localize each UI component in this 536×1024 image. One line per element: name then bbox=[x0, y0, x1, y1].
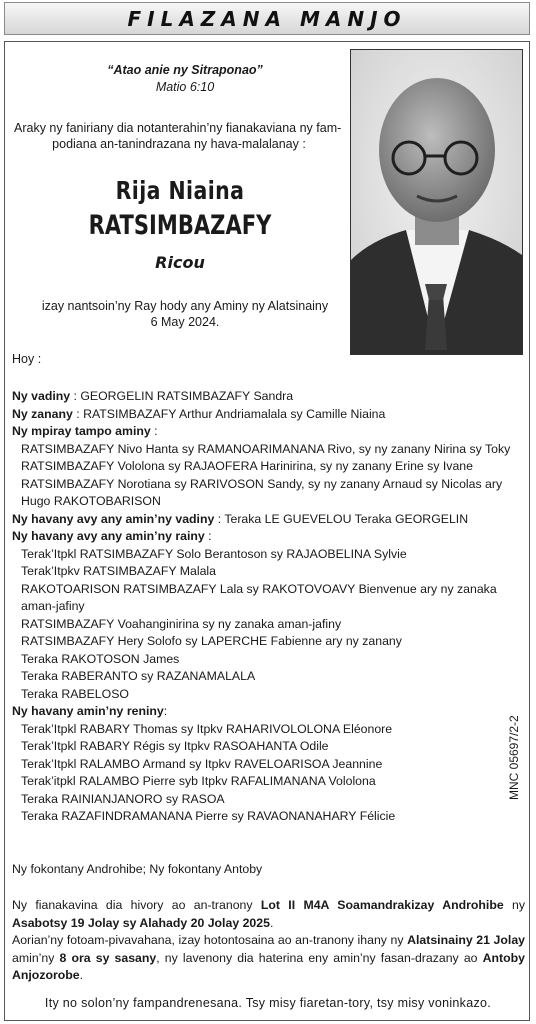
list-item: Terak’Itpkl RATSIMBAZAFY Solo Berantoson sy RAJAOBELINA Sylvie bbox=[21, 546, 407, 561]
funeral-text: Ny fianakavina dia hivory ao an-tranony bbox=[12, 898, 261, 912]
family-list bbox=[12, 388, 517, 826]
notice-title: FILAZANA MANJO bbox=[127, 6, 407, 31]
list-item: RATSIMBAZAFY Hery Solofo sy LAPERCHE Fabienne ary ny zanany bbox=[21, 634, 402, 648]
mother-relatives-heading bbox=[12, 703, 517, 721]
list-item: Hugo RAKOTOBARISON bbox=[21, 494, 161, 508]
spouse-row bbox=[12, 388, 517, 406]
funeral-text: ny bbox=[503, 898, 525, 912]
mother-relatives-label: Ny havany amin’ny reniny bbox=[12, 704, 164, 718]
notice-header bbox=[4, 2, 530, 35]
siblings-colon: : bbox=[150, 424, 158, 438]
list-item: aman-jafiny bbox=[21, 599, 85, 613]
deceased-surname: RATSIMBAZAFY bbox=[88, 210, 272, 241]
burial-time: 8 ora sy sasany bbox=[59, 950, 157, 965]
intro-line-1: Araky ny faniriany dia notanterahin’ny fianakaviana ny fam- bbox=[14, 121, 342, 135]
spouse-relatives-row bbox=[12, 511, 517, 529]
siblings-heading bbox=[12, 423, 517, 441]
list-item: Teraka RABELOSO bbox=[21, 686, 129, 701]
list-item: Teraka RAINIANJANORO sy RASOA bbox=[21, 791, 225, 806]
list-item: Terak’Itpkl RABARY Thomas sy Itpkv RAHARIVOLOLONA Eléonore bbox=[21, 721, 393, 736]
funeral-dates: Asabotsy 19 Jolay sy Alahady 20 Jolay 2025 bbox=[12, 915, 270, 930]
mother-relatives-colon: : bbox=[163, 704, 168, 718]
list-item: Terak’Itpkl RALAMBO Armand sy Itpkv RAVELOARISOA Jeannine bbox=[21, 756, 383, 771]
list-item: RATSIMBAZAFY Vololona sy RAJAOFERA Harinirina, sy ny zanany Erine sy Ivane bbox=[21, 459, 473, 473]
children-row bbox=[12, 406, 517, 424]
hoy-label: Hoy : bbox=[12, 352, 42, 366]
list-item: Terak’Itpkv RATSIMBAZAFY Malala bbox=[21, 564, 216, 578]
reference-code bbox=[507, 700, 521, 800]
burial-place: Antoby Anjozorobe bbox=[12, 950, 525, 982]
spouse-relatives-value: : Teraka LE GUEVELOU Teraka GEORGELIN bbox=[214, 511, 469, 526]
spouse-label: Ny vadiny bbox=[12, 389, 71, 403]
list-item: Terak’Itpkl RABARY Régis sy Itpkv RASOAHANTA Odile bbox=[21, 739, 329, 753]
children-label: Ny zanany bbox=[12, 406, 73, 421]
closing-note: Ity no solon’ny fampandrenesana. Tsy misy fiaretan-tory, tsy misy voninkazo. bbox=[44, 996, 492, 1010]
funeral-text: . bbox=[79, 968, 84, 982]
funeral-paragraph-2 bbox=[12, 932, 525, 985]
siblings-label: Ny mpiray tampo aminy bbox=[12, 424, 151, 438]
reference-code-text: MNC 05697/2-2 bbox=[507, 715, 521, 800]
intro-line-2: podiana an-tanindrazana ny hava-malalanay : bbox=[52, 137, 306, 151]
list-item: RATSIMBAZAFY Voahanginirina sy ny zanaka aman-jafiny bbox=[21, 616, 342, 631]
bible-verse-reference: Matio 6:10 bbox=[155, 80, 215, 94]
death-date: 6 May 2024. bbox=[150, 315, 220, 329]
fokontany-line: Ny fokontany Androhibe; Ny fokontany Antoby bbox=[12, 862, 263, 876]
spouse-relatives-label: Ny havany avy any amin’ny vadiny bbox=[12, 511, 215, 526]
list-item: RATSIMBAZAFY Nivo Hanta sy RAMANOARIMANANA Rivo, sy ny zanany Nirina sy Toky bbox=[21, 441, 511, 456]
list-item: Teraka RABERANTO sy RAZANAMALALA bbox=[21, 669, 256, 683]
list-item: Teraka RAZAFINDRAMANANA Pierre sy RAVAONANAHARY Félicie bbox=[21, 809, 396, 823]
list-item: RAKOTOARISON RATSIMBAZAFY Lala sy RAKOTOVOAVY Bienvenue ary ny zanaka bbox=[21, 581, 497, 596]
portrait-photo bbox=[350, 49, 523, 355]
father-relatives-colon: : bbox=[204, 529, 212, 543]
funeral-text: . bbox=[269, 915, 274, 930]
list-item: RATSIMBAZAFY Norotiana sy RARIVOSON Sandy, sy ny zanany Arnaud sy Nicolas ary bbox=[21, 476, 503, 491]
funeral-details bbox=[12, 897, 525, 985]
funeral-text: Aorian’ny fotoam-pivavahana, izay hotontosaina ao an-tranony ihany ny bbox=[12, 933, 408, 947]
funeral-paragraph-1 bbox=[12, 897, 525, 932]
funeral-address: Lot II M4A Soamandrakizay Androhibe bbox=[260, 898, 504, 912]
death-announcement bbox=[40, 298, 330, 330]
intro-paragraph bbox=[14, 120, 344, 152]
list-item: Teraka RAKOTOSON James bbox=[21, 651, 180, 666]
spouse-value: : GEORGELIN RATSIMBAZAFY Sandra bbox=[70, 389, 294, 403]
funeral-text: , ny lavenony dia haterina eny amin’ny fasan-drazany ao bbox=[156, 950, 483, 965]
deceased-first-names: Rija Niaina bbox=[115, 176, 245, 205]
deceased-nickname: Ricou bbox=[155, 253, 205, 272]
father-relatives-label: Ny havany avy any amin’ny rainy bbox=[12, 529, 205, 543]
death-line-1: izay nantsoin’ny Ray hody any Aminy ny Alatsinainy bbox=[41, 299, 329, 313]
father-relatives-heading bbox=[12, 528, 517, 546]
children-value: : RATSIMBAZAFY Arthur Andriamalala sy Camille Niaina bbox=[72, 406, 386, 421]
funeral-text: amin’ny bbox=[12, 950, 60, 965]
list-item: Terak’itpkl RALAMBO Pierre syb Itpkv RAFALIMANANA Vololona bbox=[21, 774, 376, 788]
bible-verse: “Atao anie ny Sitraponao” bbox=[107, 63, 263, 77]
burial-date: Alatsinainy 21 Jolay bbox=[407, 933, 526, 947]
